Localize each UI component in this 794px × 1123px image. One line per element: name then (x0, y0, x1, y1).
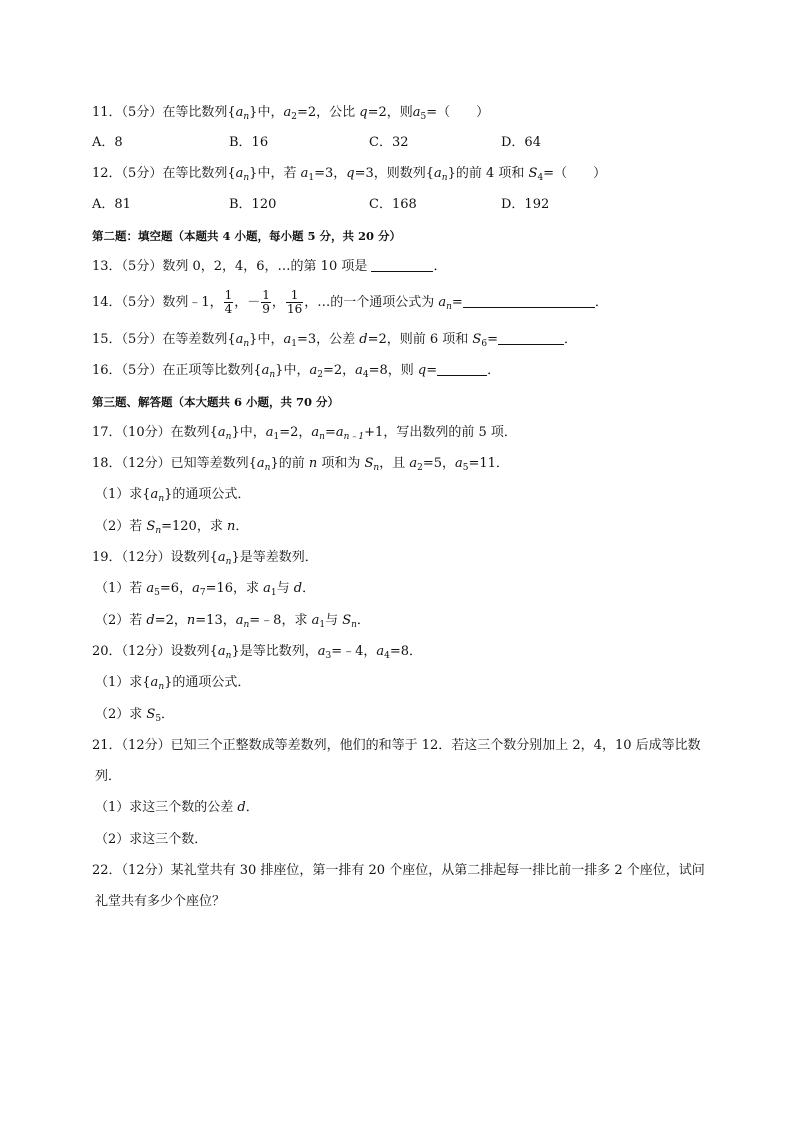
minus-sign: － (247, 295, 261, 310)
question-number: 16． (92, 363, 122, 378)
question-score: （12分） (121, 863, 171, 878)
math-var: d (237, 800, 246, 815)
stem-text: （1）求这三个数的公差 (95, 800, 238, 815)
math-var: a (235, 613, 244, 628)
stem-text: （1）求{ (95, 487, 151, 502)
math-var: a (150, 675, 159, 690)
math-sub: n (243, 112, 250, 122)
numerator: 1 (262, 288, 270, 302)
stem-text: （2）若 (95, 519, 147, 534)
question-number: 14． (92, 295, 122, 310)
math-sub: n (243, 339, 250, 349)
stem-text: =2，公比 (296, 105, 360, 120)
stem-text: ， (234, 295, 248, 310)
question-20-part-1 (95, 674, 250, 692)
numerator: 1 (286, 289, 303, 303)
question-number: 11． (92, 105, 122, 120)
math-sub: n (264, 463, 271, 473)
math-var: S (146, 707, 156, 722)
stem-text: =3，则数列{ (354, 166, 435, 181)
math-sub: n (269, 370, 276, 380)
math-sub: 4 (362, 370, 369, 380)
question-12 (92, 165, 606, 183)
math-sub: 1 (270, 588, 277, 598)
stem-text: （1）若 (95, 581, 147, 596)
stem-text: 在正项等比数列{ (162, 363, 262, 378)
question-21-part-1 (95, 799, 259, 817)
math-var: d (146, 613, 155, 628)
question-14 (92, 289, 608, 317)
stem-text: =13， (195, 613, 236, 628)
math-sub: 7 (199, 588, 206, 598)
math-var: a (309, 363, 318, 378)
math-sub: 5 (155, 714, 162, 724)
math-var: a (235, 166, 244, 181)
math-sub: n (243, 620, 250, 630)
math-sub: n (158, 682, 165, 692)
question-score: （12分） (121, 456, 171, 471)
stem-text: }的前 4 项和 (447, 166, 529, 181)
math-var: S (342, 613, 352, 628)
question-score: （10分） (121, 425, 171, 440)
math-var: a (355, 363, 363, 378)
question-17 (92, 424, 517, 442)
stem-text: =﹣4， (331, 644, 377, 659)
stem-text: =2， (154, 613, 187, 628)
stem-text: 项和为 (317, 456, 365, 471)
question-15 (92, 331, 577, 349)
math-sub: n (225, 432, 232, 442)
question-score: （5分） (121, 363, 163, 378)
option-c: C．168 (369, 197, 417, 212)
option-d: D．64 (501, 135, 541, 150)
math-var: a (335, 425, 344, 440)
stem-text: }是等差数列． (231, 550, 318, 565)
question-22-continuation: 礼堂共有多少个座位？ (95, 894, 226, 909)
question-number: 12． (92, 166, 122, 181)
fraction (261, 289, 271, 316)
stem-text: =6， (159, 581, 193, 596)
stem-text: 在等差数列{ (162, 332, 236, 347)
stem-text: =11． (468, 456, 509, 471)
math-var: d (359, 332, 368, 347)
math-sub: 5 (462, 463, 469, 473)
stem-text: }中， (231, 425, 266, 440)
question-20-part-2 (95, 706, 174, 724)
denominator: 9 (262, 302, 270, 316)
math-var: a (438, 295, 447, 310)
question-score: （5分） (121, 295, 163, 310)
math-var: a (192, 581, 200, 596)
stem-text: =3，公差 (296, 332, 360, 347)
math-var: S (364, 456, 374, 471)
math-var: q (417, 363, 427, 378)
section-heading: 第三题、解答题（本大题共 6 小题，共 70 分） (92, 395, 340, 409)
math-var: a (409, 456, 418, 471)
math-var: a (150, 487, 159, 502)
stem-text: （2）求 (95, 707, 147, 722)
stem-text: 已知三个正整数成等差数列，他们的和等于 12．若这三个数分别加上 2，4，10 后成等比数 (170, 738, 701, 753)
question-score: （5分） (121, 105, 163, 120)
math-var: a (235, 332, 244, 347)
stem-text: }的通项公式． (164, 487, 251, 502)
stem-text: ． (563, 332, 577, 347)
question-score: （5分） (121, 332, 163, 347)
math-sub: 1 (273, 432, 280, 442)
stem-text: =2， (279, 425, 312, 440)
question-score: （5分） (121, 166, 163, 181)
math-var: S (472, 332, 482, 347)
stem-text: 与 (276, 581, 294, 596)
math-sub: 4 (537, 173, 544, 183)
stem-text: ． (302, 581, 316, 596)
stem-text: ． (245, 800, 259, 815)
math-var: a (434, 166, 442, 181)
option-d: D．192 (501, 197, 550, 212)
question-22 (92, 862, 705, 880)
question-16 (92, 362, 500, 380)
stem-text: ． (161, 707, 175, 722)
question-number: 21． (92, 738, 122, 753)
question-score: （12分） (121, 738, 171, 753)
stem-text: =（ ） (426, 105, 490, 120)
question-number: 19． (92, 550, 122, 565)
stem-text: }的前 (270, 456, 309, 471)
stem-text: =16，求 (205, 581, 264, 596)
math-sub: n (351, 620, 357, 630)
stem-text: =120，求 (161, 519, 227, 534)
question-13 (92, 258, 447, 276)
stem-text: 与 (325, 613, 343, 628)
math-var: S (528, 166, 538, 181)
question-number: 13． (92, 259, 122, 274)
math-sub: n﹣1 (343, 432, 365, 442)
question-21-part-2: （2）求这三个数． (95, 832, 208, 847)
option-a: A．81 (92, 197, 131, 212)
math-var: S (146, 519, 156, 534)
stem-text: +1，写出数列的前 5 项． (364, 425, 517, 440)
fraction (286, 289, 303, 316)
stem-text: ． (594, 295, 608, 310)
question-11 (92, 104, 489, 122)
stem-text: }中，若 (249, 166, 301, 181)
option-a: A．8 (92, 135, 123, 150)
question-number: 18． (92, 456, 122, 471)
stem-text: （2）若 (95, 613, 147, 628)
section-heading: 第二题：填空题（本题共 4 小题，每小题 5 分，共 20 分） (92, 229, 402, 243)
stem-text: = (487, 332, 498, 347)
stem-text: }中， (249, 332, 284, 347)
math-sub: n (225, 651, 232, 661)
math-sub: n (243, 173, 250, 183)
stem-text: =3， (314, 166, 347, 181)
question-18-part-2 (95, 518, 248, 536)
stem-text: 设数列{ (170, 644, 218, 659)
math-sub: 1 (319, 620, 326, 630)
math-sub: 1 (291, 339, 297, 349)
math-var: n (186, 613, 196, 628)
question-19 (92, 549, 318, 567)
math-sub: 1 (308, 173, 315, 183)
numerator: 1 (224, 288, 233, 302)
math-var: d (293, 581, 303, 596)
stem-text: 设数列{ (170, 550, 218, 565)
math-var: a (376, 644, 385, 659)
option-c: C．32 (369, 135, 409, 150)
math-sub: n (155, 526, 162, 536)
stem-text: 在数列{ (170, 425, 218, 440)
stem-text: }的通项公式． (164, 675, 251, 690)
math-sub: n (319, 432, 325, 442)
stem-text: 数列 0，2，4，6，…的第 10 项是 (162, 259, 372, 274)
stem-text: =8． (389, 644, 423, 659)
option-b: B．16 (229, 135, 269, 150)
math-var: q (359, 105, 368, 120)
answer-blank (498, 332, 564, 345)
stem-text: =2，则 (367, 105, 413, 120)
math-var: a (265, 425, 274, 440)
stem-text: ， (271, 295, 285, 310)
option-b: B．120 (229, 197, 277, 212)
math-var: a (217, 425, 226, 440)
stem-text: }中， (275, 363, 310, 378)
stem-text: ． (356, 613, 370, 628)
stem-text: =（ ） (543, 166, 607, 181)
math-var: a (263, 581, 271, 596)
math-sub: n (446, 302, 452, 312)
math-sub: 5 (420, 112, 427, 122)
math-var: a (217, 550, 226, 565)
math-sub: n (441, 173, 448, 183)
math-sub: n (158, 494, 165, 504)
math-sub: 5 (154, 588, 160, 598)
stem-text: ． (235, 519, 249, 534)
stem-text: =8，则 (368, 363, 418, 378)
math-var: a (317, 644, 326, 659)
math-var: a (412, 105, 421, 120)
stem-text: 在等比数列{ (162, 166, 236, 181)
question-number: 22． (92, 863, 122, 878)
denominator: 16 (286, 302, 303, 316)
question-21 (92, 737, 701, 755)
math-sub: 2 (417, 463, 423, 473)
stem-text: 在等比数列{ (162, 105, 236, 120)
math-sub: n (373, 463, 380, 473)
stem-text: = (451, 295, 463, 310)
stem-text: }中， (249, 105, 284, 120)
math-var: n (308, 456, 318, 471)
math-sub: 4 (384, 651, 390, 661)
stem-text: 数列﹣1， (162, 295, 223, 310)
stem-text: =2， (322, 363, 356, 378)
stem-text: ，…的一个通项公式为 (304, 295, 439, 310)
fraction (224, 289, 234, 316)
math-var: a (300, 166, 309, 181)
math-var: n (226, 519, 236, 534)
answer-blank (437, 363, 487, 376)
stem-text: =2，则前 6 项和 (367, 332, 473, 347)
answer-blank (371, 259, 433, 272)
math-sub: 2 (291, 112, 297, 122)
question-number: 15． (92, 332, 122, 347)
answer-blank (463, 295, 595, 308)
stem-text: =﹣8，求 (249, 613, 312, 628)
stem-text: 某礼堂共有 30 排座位，第一排有 20 个座位，从第二排起每一排比前一排多 2 个座位，试问 (170, 863, 705, 878)
stem-text: }是等比数列， (231, 644, 318, 659)
math-var: a (283, 105, 292, 120)
stem-text: ． (433, 259, 447, 274)
math-var: q (346, 166, 355, 181)
question-score: （12分） (121, 644, 171, 659)
question-19-part-2 (95, 612, 370, 630)
math-var: a (311, 425, 320, 440)
stem-text: = (426, 363, 438, 378)
math-var: a (235, 105, 244, 120)
math-var: a (455, 456, 463, 471)
math-sub: 3 (325, 651, 332, 661)
question-19-part-1 (95, 580, 315, 598)
question-score: （5分） (121, 259, 163, 274)
math-sub: 6 (481, 339, 488, 349)
math-var: a (283, 332, 292, 347)
math-var: a (217, 644, 226, 659)
math-sub: n (225, 557, 232, 567)
question-score: （12分） (121, 550, 171, 565)
question-18 (92, 455, 509, 473)
question-number: 17． (92, 425, 122, 440)
stem-text: （1）求{ (95, 675, 151, 690)
stem-text: ． (487, 363, 501, 378)
denominator: 4 (224, 302, 233, 316)
math-var: a (311, 613, 320, 628)
question-20 (92, 643, 422, 661)
stem-text: =5， (422, 456, 455, 471)
stem-text: = (324, 425, 336, 440)
math-var: a (146, 581, 155, 596)
stem-text: 已知等差数列{ (170, 456, 257, 471)
math-sub: 2 (317, 370, 323, 380)
math-var: a (256, 456, 265, 471)
stem-text: ，且 (379, 456, 410, 471)
math-var: a (261, 363, 270, 378)
question-21-continuation: 列． (95, 769, 122, 784)
question-number: 20． (92, 644, 122, 659)
question-18-part-1 (95, 486, 250, 504)
